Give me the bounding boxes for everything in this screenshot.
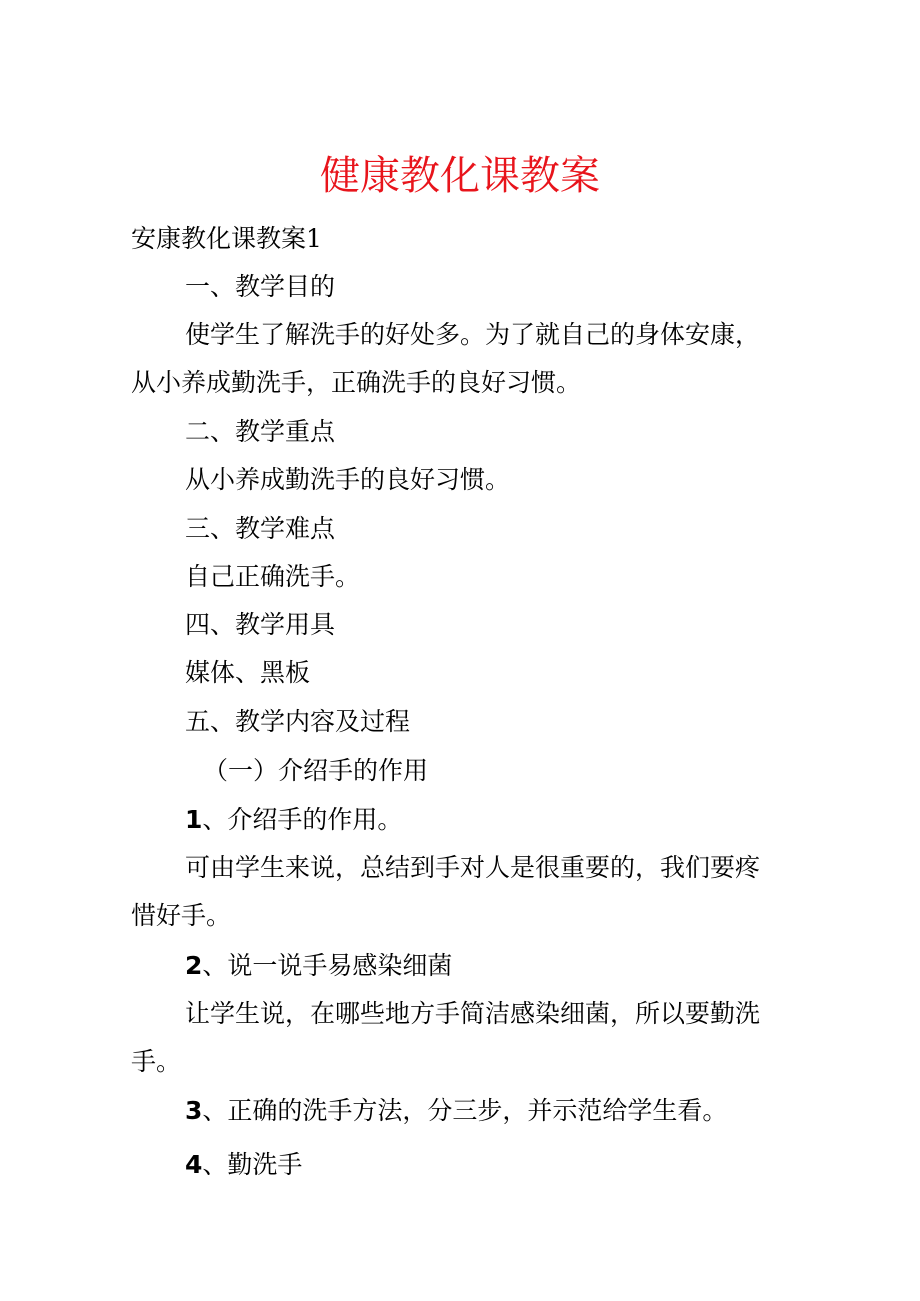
objectives-text-line1: 使学生了解洗手的好处多。为了就自己的身体安康，: [185, 320, 761, 349]
list-item-1: [185, 805, 402, 835]
item1-desc-line2: 惜好手。: [131, 901, 232, 930]
section-heading-materials: 四、教学用具: [185, 610, 336, 639]
item2-desc-line2: 手。: [131, 1047, 182, 1076]
document-subtitle: 安康教化课教案1: [131, 224, 322, 253]
list-item-2-text: 、说一说手易感染细菌: [202, 951, 453, 980]
materials-text: 媒体、黑板: [185, 658, 311, 687]
difficulties-text: 自己正确洗手。: [185, 562, 361, 591]
list-item-3-number: 3: [185, 1096, 203, 1125]
document-title: 健康教化课教案: [320, 153, 600, 199]
section-heading-key-points: 二、教学重点: [185, 417, 336, 446]
list-item-4: [185, 1150, 302, 1180]
list-item-3: [185, 1096, 727, 1126]
section-heading-objectives: 一、教学目的: [185, 272, 336, 301]
list-item-4-number: 4: [185, 1150, 203, 1179]
item2-desc-line1: 让学生说，在哪些地方手简洁感染细菌，所以要勤洗: [185, 999, 761, 1028]
key-points-text: 从小养成勤洗手的良好习惯。: [185, 465, 511, 494]
objectives-text-line2: 从小养成勤洗手，正确洗手的良好习惯。: [131, 368, 582, 397]
subsection-heading-hand-function: （一）介绍手的作用: [203, 756, 429, 785]
item1-desc-line1: 可由学生来说，总结到手对人是很重要的，我们要疼: [185, 853, 761, 882]
list-item-3-text: 、正确的洗手方法，分三步，并示范给学生看。: [202, 1096, 728, 1125]
list-item-2: [185, 951, 452, 981]
list-item-2-number: 2: [185, 951, 203, 980]
section-heading-difficulties: 三、教学难点: [185, 514, 336, 543]
section-heading-process: 五、教学内容及过程: [185, 707, 411, 736]
list-item-1-number: 1: [185, 805, 203, 834]
list-item-1-text: 、介绍手的作用。: [202, 805, 403, 834]
list-item-4-text: 、勤洗手: [202, 1150, 303, 1179]
